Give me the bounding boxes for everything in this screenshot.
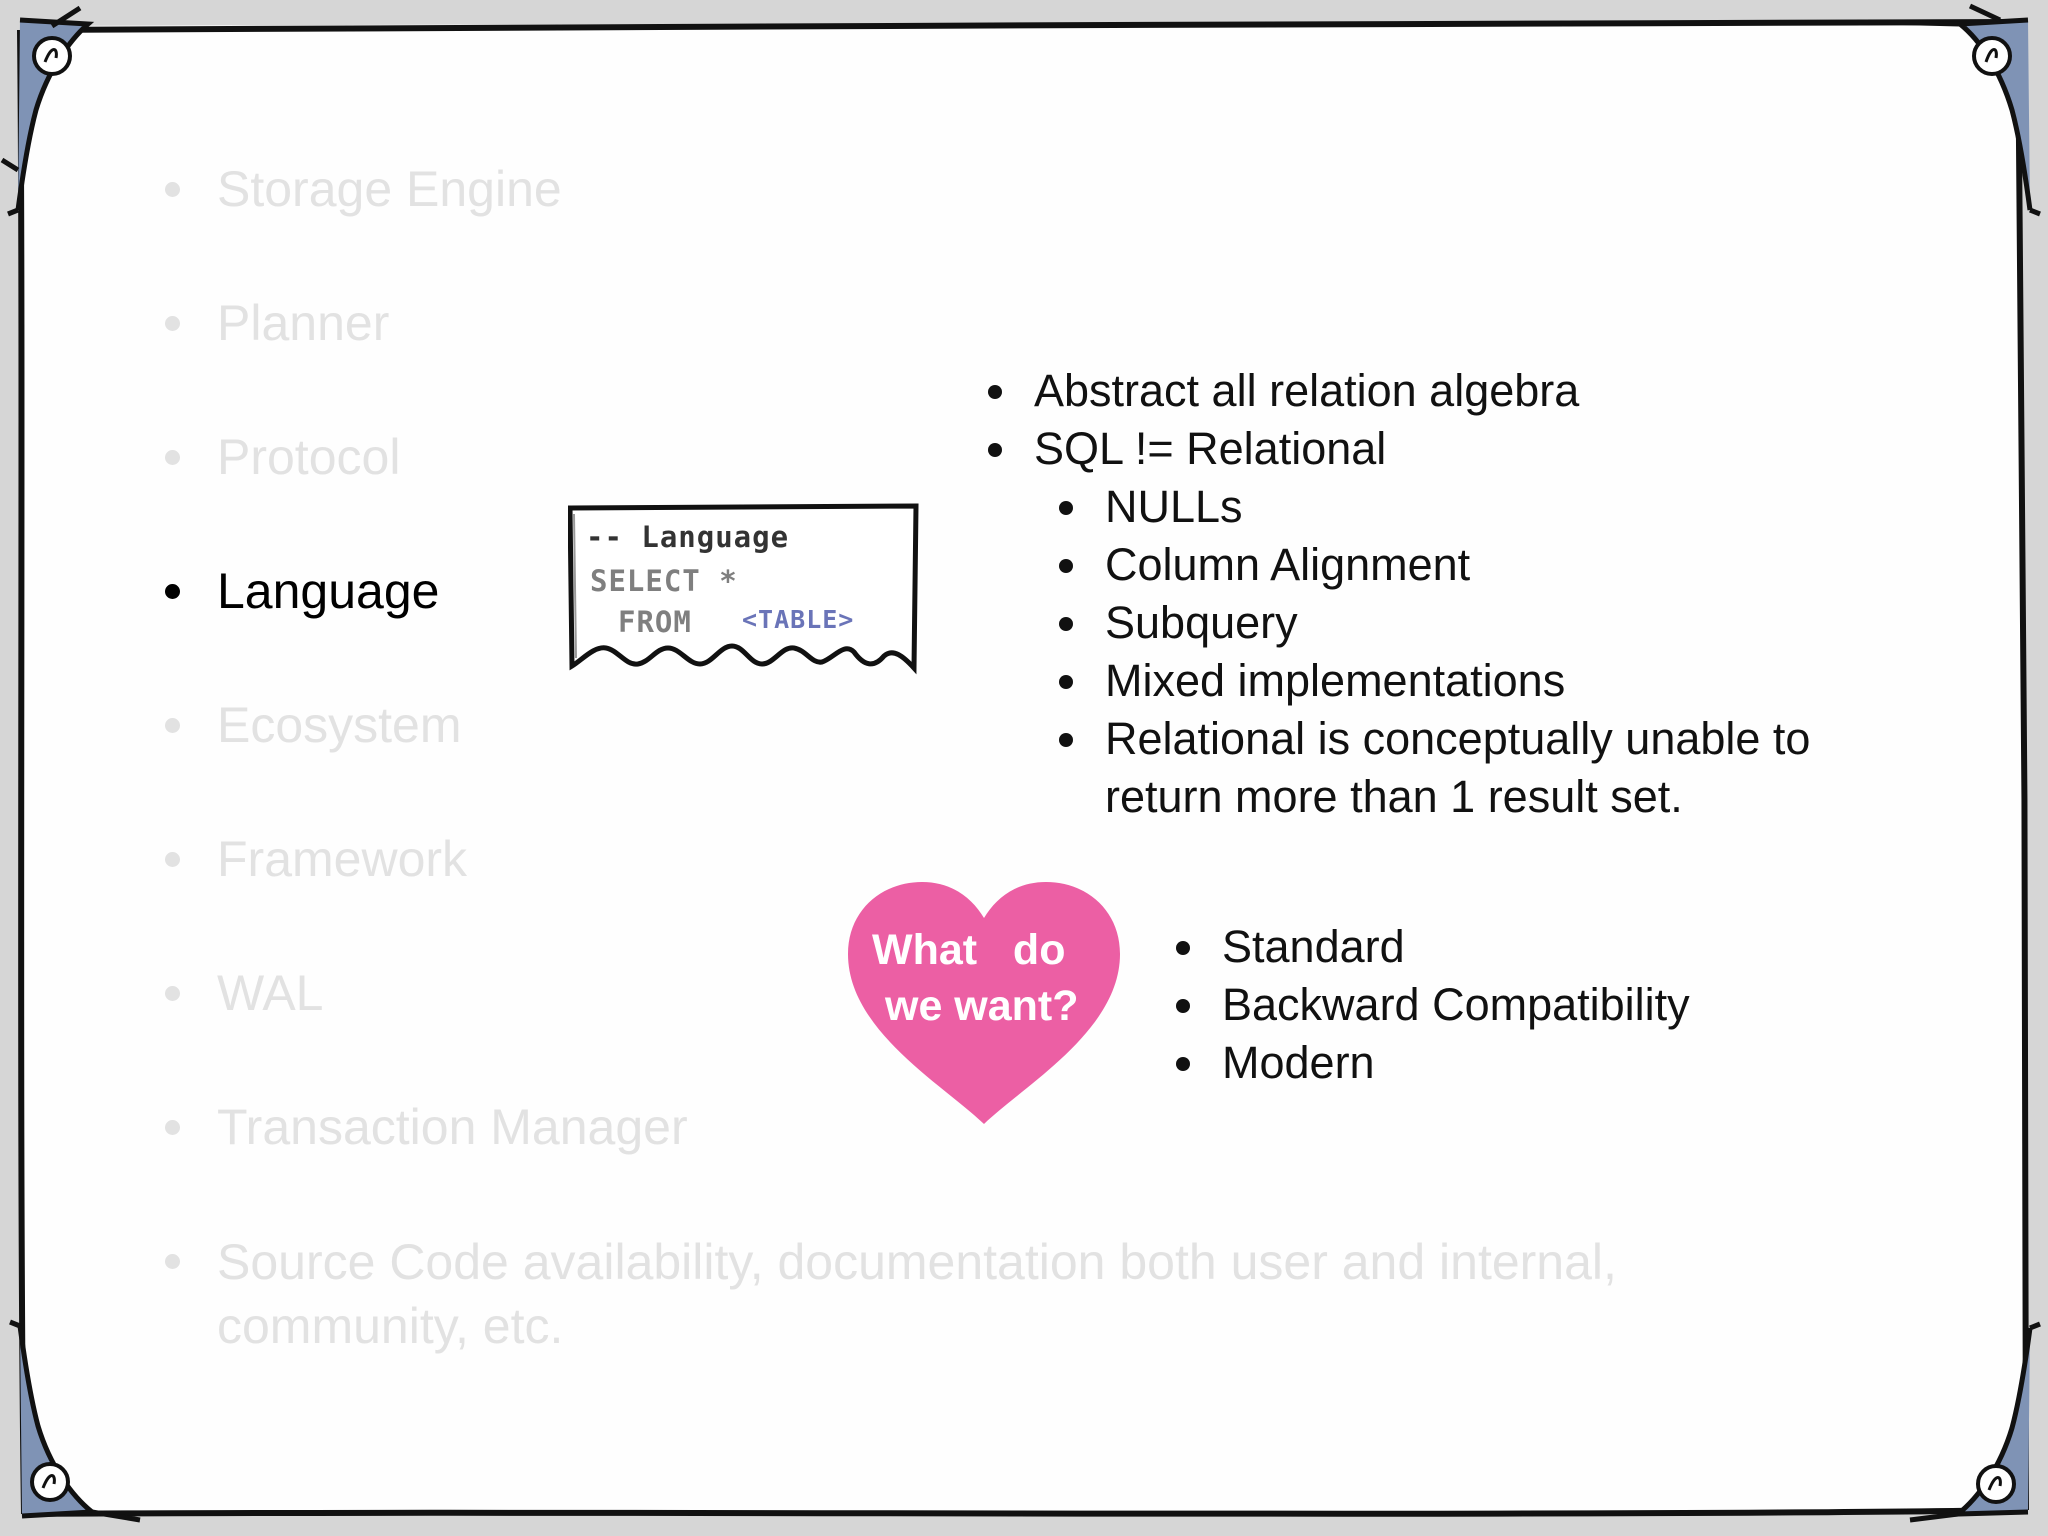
agenda-item-storage-engine: Storage Engine [160, 158, 1780, 292]
sticky-note-comment: -- Language [586, 520, 790, 554]
wants-item-modern: Modern [1170, 1034, 1870, 1092]
sticky-note-from: FROM [618, 605, 692, 639]
sticky-note-select: SELECT * [590, 564, 738, 598]
heart-text-line2: we want? [885, 982, 1079, 1030]
detail-subitem-subquery: Subquery [1053, 594, 1882, 652]
agenda-item-ecosystem: Ecosystem [160, 694, 1780, 828]
agenda-item-protocol: Protocol [160, 426, 1780, 560]
detail-subitem-column-alignment: Column Alignment [1053, 536, 1882, 594]
agenda-item-language: Language [160, 560, 1780, 694]
agenda-item-source-code: Source Code availability, documentation both user and internal, community, etc. [160, 1230, 1777, 1358]
language-detail-list [982, 362, 1882, 826]
agenda-item-planner: Planner [160, 292, 1780, 426]
sticky-note-table: <TABLE> [742, 605, 855, 634]
detail-subitem-nulls: NULLs [1053, 478, 1882, 536]
detail-item-sql-not-relational: SQL != Relational [982, 420, 1882, 478]
agenda-item-framework: Framework [160, 828, 1780, 962]
heart-text-line1: What do [872, 926, 1066, 974]
detail-subitem-result-sets: Relational is conceptually unable to return more than 1 result set. [1053, 710, 1882, 826]
detail-item-abstract-algebra: Abstract all relation algebra [982, 362, 1882, 420]
agenda-item-transaction-manager: Transaction Manager [160, 1096, 1780, 1230]
detail-subitem-mixed-implementations: Mixed implementations [1053, 652, 1882, 710]
wants-item-standard: Standard [1170, 918, 1870, 976]
agenda-item-wal: WAL [160, 962, 1780, 1096]
wants-item-backward-compatibility: Backward Compatibility [1170, 976, 1870, 1034]
wants-list [1170, 918, 1870, 1092]
